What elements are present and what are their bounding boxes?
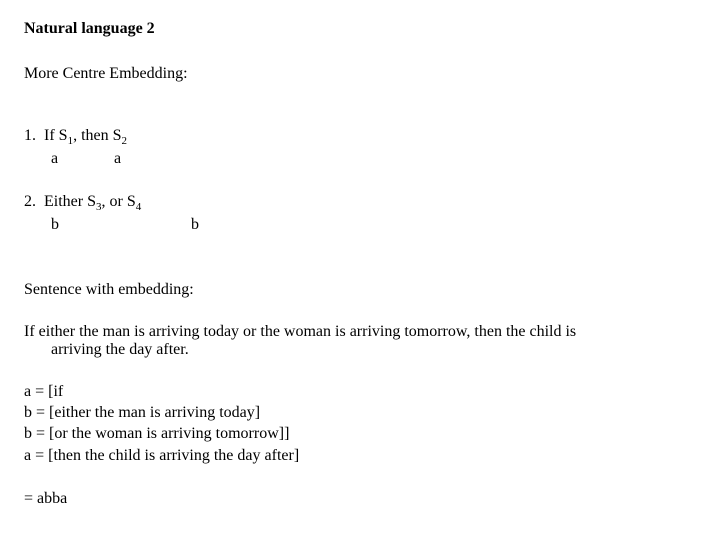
rule-2-mark-right: b bbox=[191, 216, 199, 233]
rule-1-number: 1. bbox=[24, 127, 36, 144]
rule-1-subscript-1: 1 bbox=[67, 135, 74, 147]
sentence-line-2: arriving the day after. bbox=[51, 341, 189, 358]
rule-1-subscript-2: 2 bbox=[121, 135, 128, 147]
rule-2-number: 2. bbox=[24, 193, 36, 210]
result-line: = abba bbox=[24, 490, 68, 507]
assignment-b-either: b = [either the man is arriving today] bbox=[24, 404, 261, 421]
rule-1-mark-right: a bbox=[114, 150, 122, 167]
rule-2-or-text: , or S bbox=[101, 193, 136, 210]
rule-2 bbox=[24, 193, 142, 213]
assignment-a-then: a = [then the child is arriving the day after] bbox=[24, 447, 300, 464]
rule-1 bbox=[24, 127, 128, 147]
assignment-a-open: a = [if bbox=[24, 383, 64, 400]
rule-1-mark-left: a bbox=[51, 150, 59, 167]
section-subtitle: More Centre Embedding: bbox=[24, 65, 188, 82]
rule-2-mark-left: b bbox=[51, 216, 59, 233]
embedding-heading: Sentence with embedding: bbox=[24, 281, 194, 298]
rule-2-subscript-3: 3 bbox=[96, 201, 102, 213]
rule-1-if-text: If S bbox=[44, 127, 68, 144]
assignment-b-or: b = [or the woman is arriving tomorrow]] bbox=[24, 425, 290, 442]
rule-2-subscript-4: 4 bbox=[135, 201, 142, 213]
page-title: Natural language 2 bbox=[24, 20, 155, 37]
sentence-line-1: If either the man is arriving today or the woman is arriving tomorrow, then the child is bbox=[24, 323, 577, 340]
rule-1-then-text: , then S bbox=[73, 127, 122, 144]
rule-2-either-text: Either S bbox=[44, 193, 96, 210]
